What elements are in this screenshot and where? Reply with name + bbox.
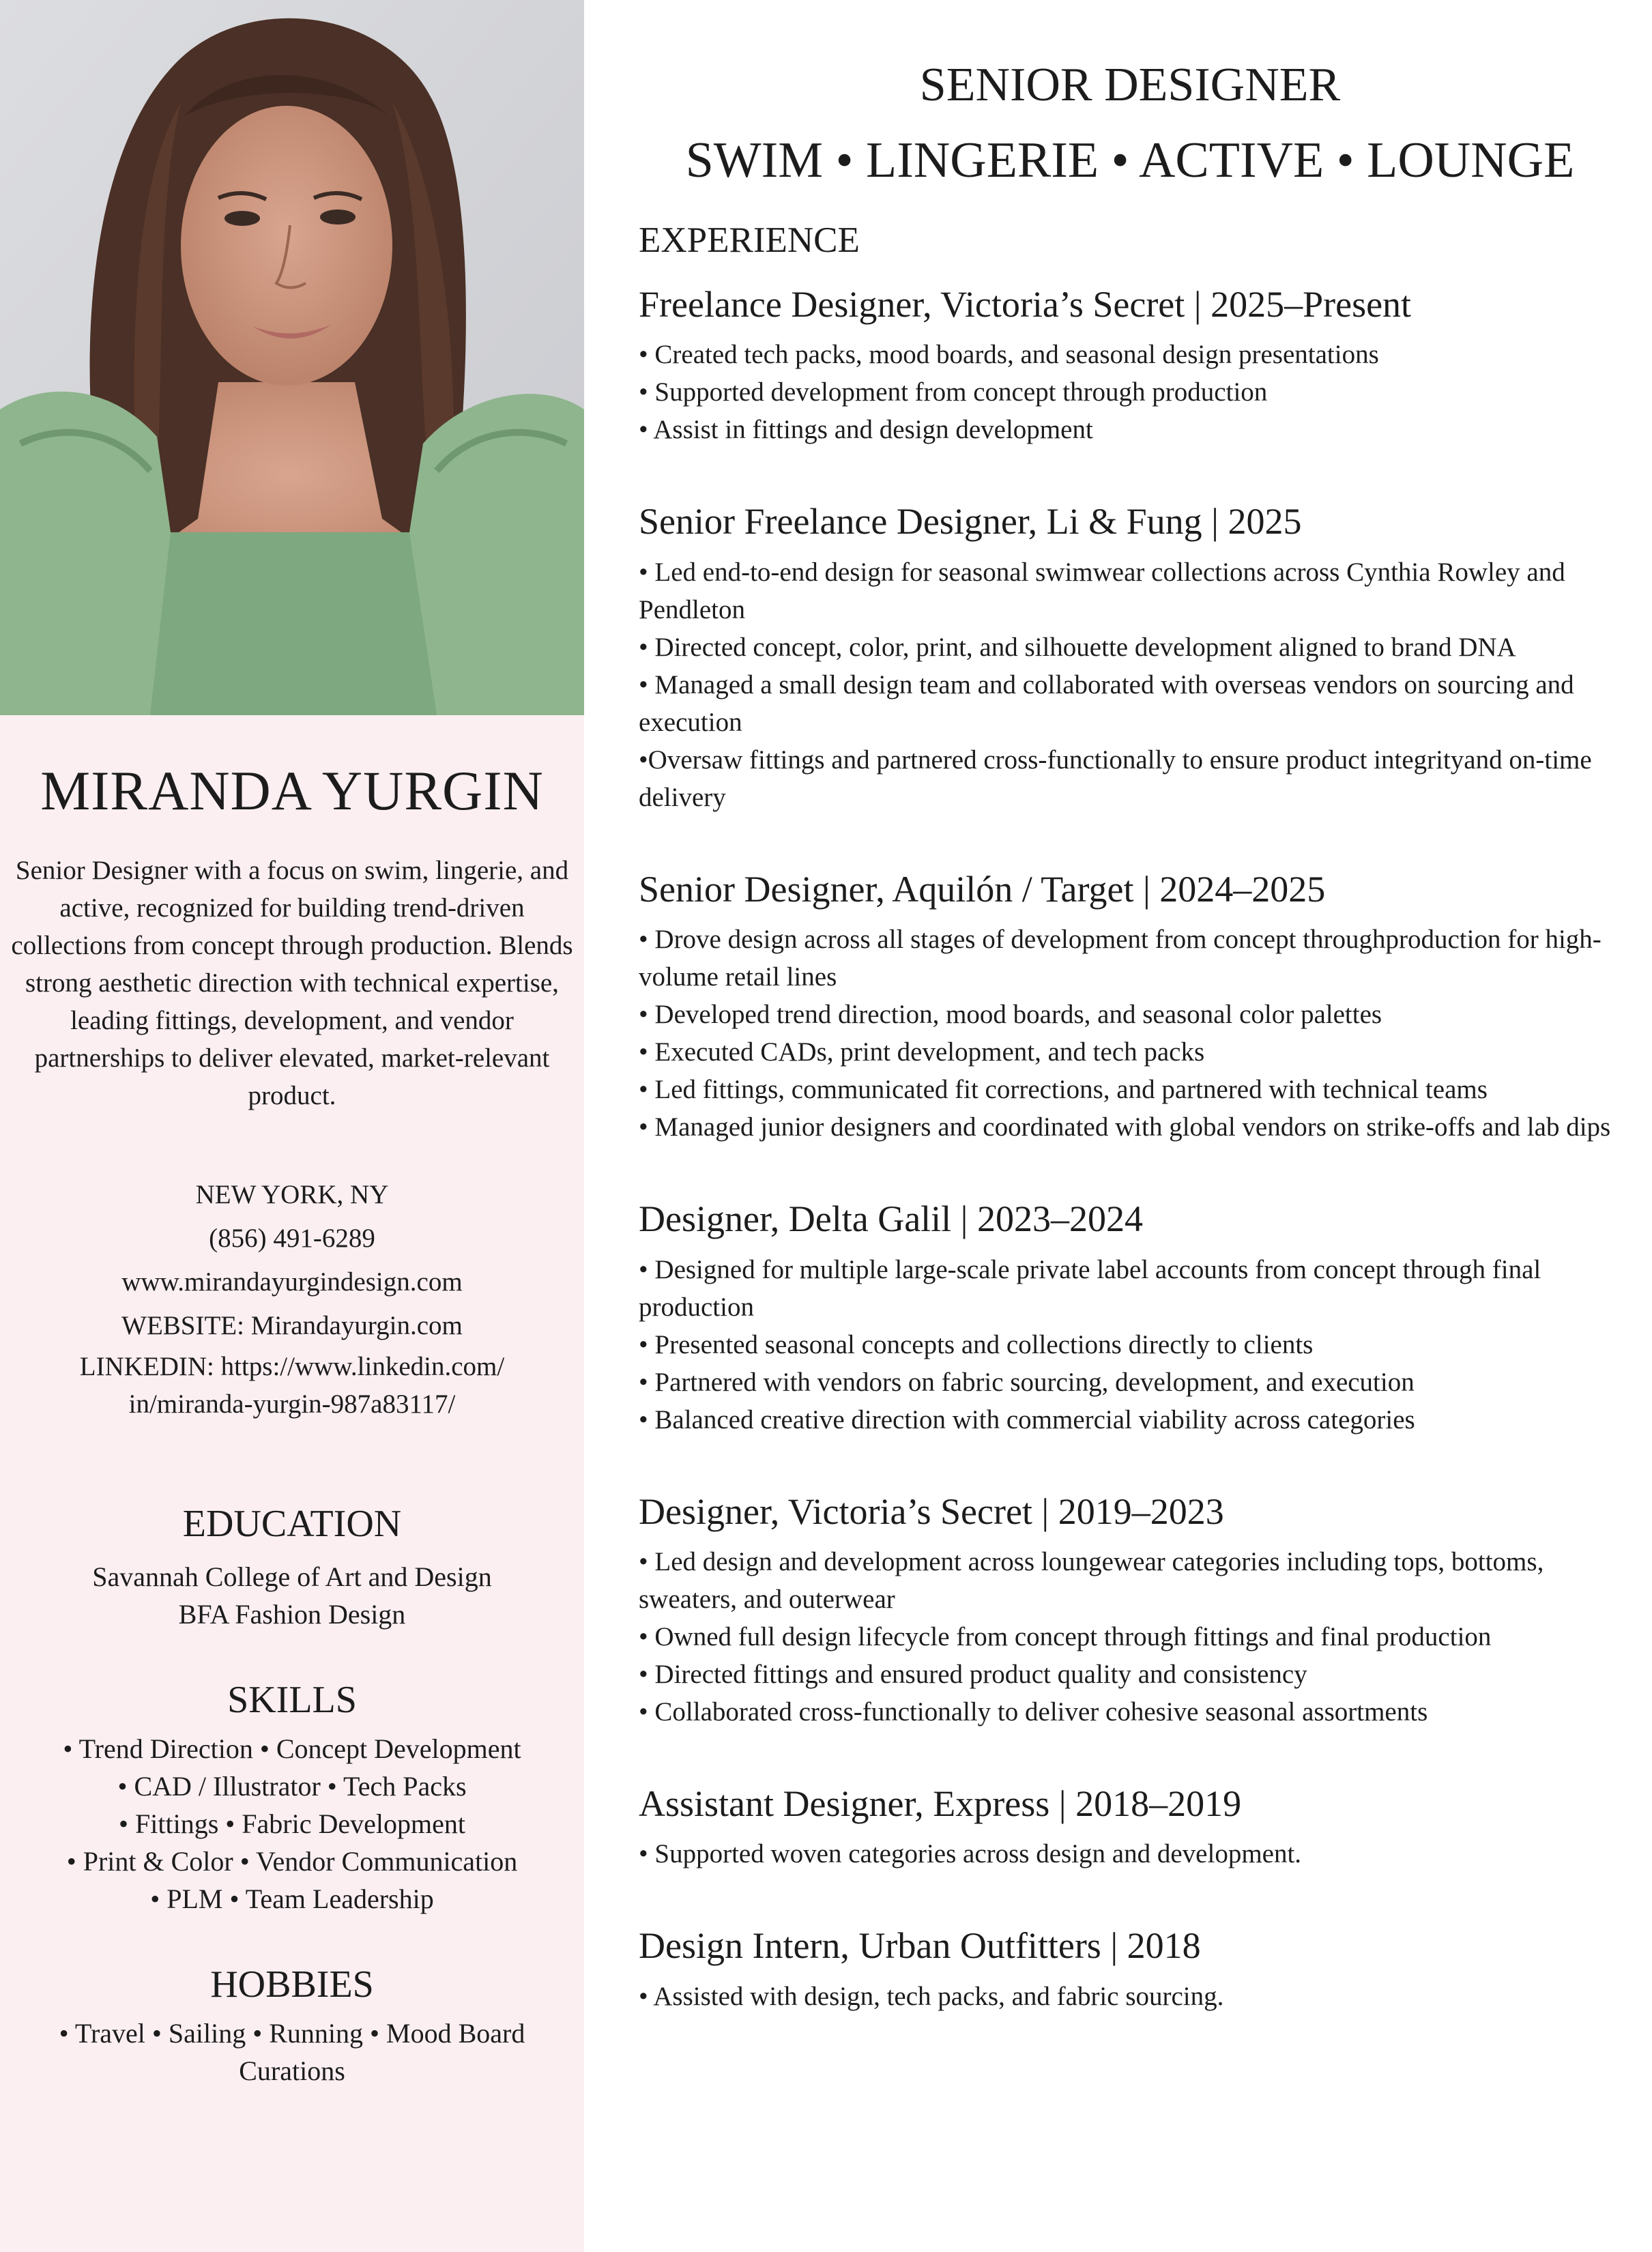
job-bullet: • Executed CADs, print development, and tech packs bbox=[639, 1037, 1205, 1067]
job-bullet: • Directed concept, color, print, and silhouette development aligned to brand DNA bbox=[639, 632, 1516, 662]
job-entry bbox=[639, 502, 1649, 815]
person-name: MIRANDA YURGIN bbox=[40, 760, 544, 822]
contact-linkedin-line1[interactable]: LINKEDIN: https://www.linkedin.com/ bbox=[79, 1352, 505, 1381]
job-entry bbox=[639, 1926, 1649, 2015]
skills-line: • Trend Direction • Concept Development bbox=[63, 1733, 521, 1764]
job-title: Designer, Victoria’s Secret | 2019–2023 bbox=[639, 1490, 1224, 1532]
job-bullet: • Collaborated cross-functionally to deliver cohesive seasonal assortments bbox=[639, 1697, 1428, 1727]
hobbies-title: HOBBIES bbox=[210, 1963, 374, 2006]
contact-website[interactable]: WEBSITE: Mirandayurgin.com bbox=[121, 1311, 463, 1340]
headline-categories: SWIM • LINGERIE • ACTIVE • LOUNGE bbox=[685, 132, 1575, 188]
experience-title: EXPERIENCE bbox=[639, 220, 860, 260]
job-bullet: • Assisted with design, tech packs, and fabric sourcing. bbox=[639, 1981, 1224, 2011]
job-bullets bbox=[639, 1835, 1649, 1873]
job-title: Freelance Designer, Victoria’s Secret | 2025–Present bbox=[639, 284, 1412, 325]
contact-phone: (856) 491-6289 bbox=[209, 1224, 375, 1253]
skills-line: • Print & Color • Vendor Communication bbox=[66, 1846, 518, 1877]
job-bullets bbox=[639, 336, 1649, 448]
job-bullets bbox=[639, 1543, 1649, 1731]
job-bullet: • Supported development from concept through production bbox=[639, 377, 1268, 407]
skills-list bbox=[0, 1730, 584, 1918]
skills-line: • CAD / Illustrator • Tech Packs bbox=[117, 1771, 467, 1802]
job-bullet: • Led design and development across loungewear categories including tops, bottoms, sweaters, and outerwear bbox=[639, 1546, 1544, 1614]
job-title: Assistant Designer, Express | 2018–2019 bbox=[639, 1782, 1242, 1824]
job-bullet: • Balanced creative direction with commercial viability across categories bbox=[639, 1404, 1415, 1434]
job-bullet: • Assist in fittings and design development bbox=[639, 415, 1093, 445]
job-bullet: • Managed junior designers and coordinated with global vendors on strike-offs and lab dips bbox=[639, 1112, 1611, 1142]
main-column bbox=[639, 0, 1649, 2015]
job-bullet: • Supported woven categories across design and development. bbox=[639, 1839, 1302, 1869]
education-degree: BFA Fashion Design bbox=[178, 1599, 406, 1630]
hobbies-line: Curations bbox=[239, 2055, 345, 2086]
job-bullets bbox=[639, 1978, 1649, 2015]
sidebar bbox=[0, 0, 584, 2252]
contact-location: NEW YORK, NY bbox=[195, 1180, 389, 1209]
hobbies-line: • Travel • Sailing • Running • Mood Board bbox=[59, 2018, 525, 2049]
job-bullet: • Presented seasonal concepts and collections directly to clients bbox=[639, 1329, 1314, 1359]
job-bullet: • Partnered with vendors on fabric sourcing, development, and execution bbox=[639, 1367, 1415, 1397]
job-bullets bbox=[639, 1251, 1649, 1439]
contact-block bbox=[0, 1173, 584, 1423]
job-bullet: • Led fittings, communicated fit corrections, and partnered with technical teams bbox=[639, 1075, 1488, 1105]
education-title: EDUCATION bbox=[182, 1503, 402, 1545]
job-bullet: • Drove design across all stages of development from concept throughproduction for high-volume retail lines bbox=[639, 925, 1602, 992]
job-bullet: • Created tech packs, mood boards, and seasonal design presentations bbox=[639, 340, 1379, 370]
education-block bbox=[0, 1558, 584, 1633]
contact-linkedin-line2[interactable]: in/miranda-yurgin-987a83117/ bbox=[128, 1389, 456, 1419]
job-entry bbox=[639, 285, 1649, 448]
job-bullet: • Managed a small design team and collaborated with overseas vendors on sourcing and execution bbox=[639, 669, 1574, 737]
job-entry bbox=[639, 1199, 1649, 1438]
hobbies-list bbox=[0, 2015, 584, 2090]
sidebar-content bbox=[0, 715, 584, 2090]
job-title: Senior Freelance Designer, Li & Fung | 2025 bbox=[639, 501, 1302, 543]
job-bullet: • Directed fittings and ensured product quality and consistency bbox=[639, 1659, 1307, 1689]
job-bullets bbox=[639, 921, 1649, 1146]
job-entry bbox=[639, 1784, 1649, 1873]
job-bullet: •Oversaw fittings and partnered cross-functionally to ensure product integrityand on-time delivery bbox=[639, 745, 1592, 812]
contact-site[interactable]: www.mirandayurgindesign.com bbox=[121, 1267, 463, 1297]
job-title: Design Intern, Urban Outfitters | 2018 bbox=[639, 1925, 1201, 1967]
profile-summary: Senior Designer with a focus on swim, lingerie, and active, recognized for building trend-driven collections from concept through production. Blends strong aesthetic direction with technical expertise, leading fittings, development, and vendor partnerships to deliver elevated, market-relevant product. bbox=[11, 856, 573, 1110]
job-entry bbox=[639, 869, 1649, 1146]
skills-line: • Fittings • Fabric Development bbox=[119, 1808, 465, 1839]
profile-photo bbox=[0, 0, 584, 715]
job-bullet: • Led end-to-end design for seasonal swimwear collections across Cynthia Rowley and Pendleton bbox=[639, 557, 1565, 624]
job-bullets bbox=[639, 553, 1649, 816]
job-bullet: • Designed for multiple large-scale private label accounts from concept through final production bbox=[639, 1254, 1541, 1322]
job-bullet: • Developed trend direction, mood boards, and seasonal color palettes bbox=[639, 1000, 1382, 1030]
job-title: Senior Designer, Aquilón / Target | 2024–2025 bbox=[639, 868, 1326, 910]
education-school: Savannah College of Art and Design bbox=[92, 1561, 492, 1592]
job-title: Designer, Delta Galil | 2023–2024 bbox=[639, 1198, 1143, 1240]
skills-line: • PLM • Team Leadership bbox=[150, 1883, 434, 1914]
headline-role: SENIOR DESIGNER bbox=[919, 59, 1341, 111]
job-bullet: • Owned full design lifecycle from concept through fittings and final production bbox=[639, 1621, 1492, 1651]
headline bbox=[639, 48, 1621, 198]
skills-title: SKILLS bbox=[227, 1679, 357, 1721]
job-entry bbox=[639, 1492, 1649, 1731]
